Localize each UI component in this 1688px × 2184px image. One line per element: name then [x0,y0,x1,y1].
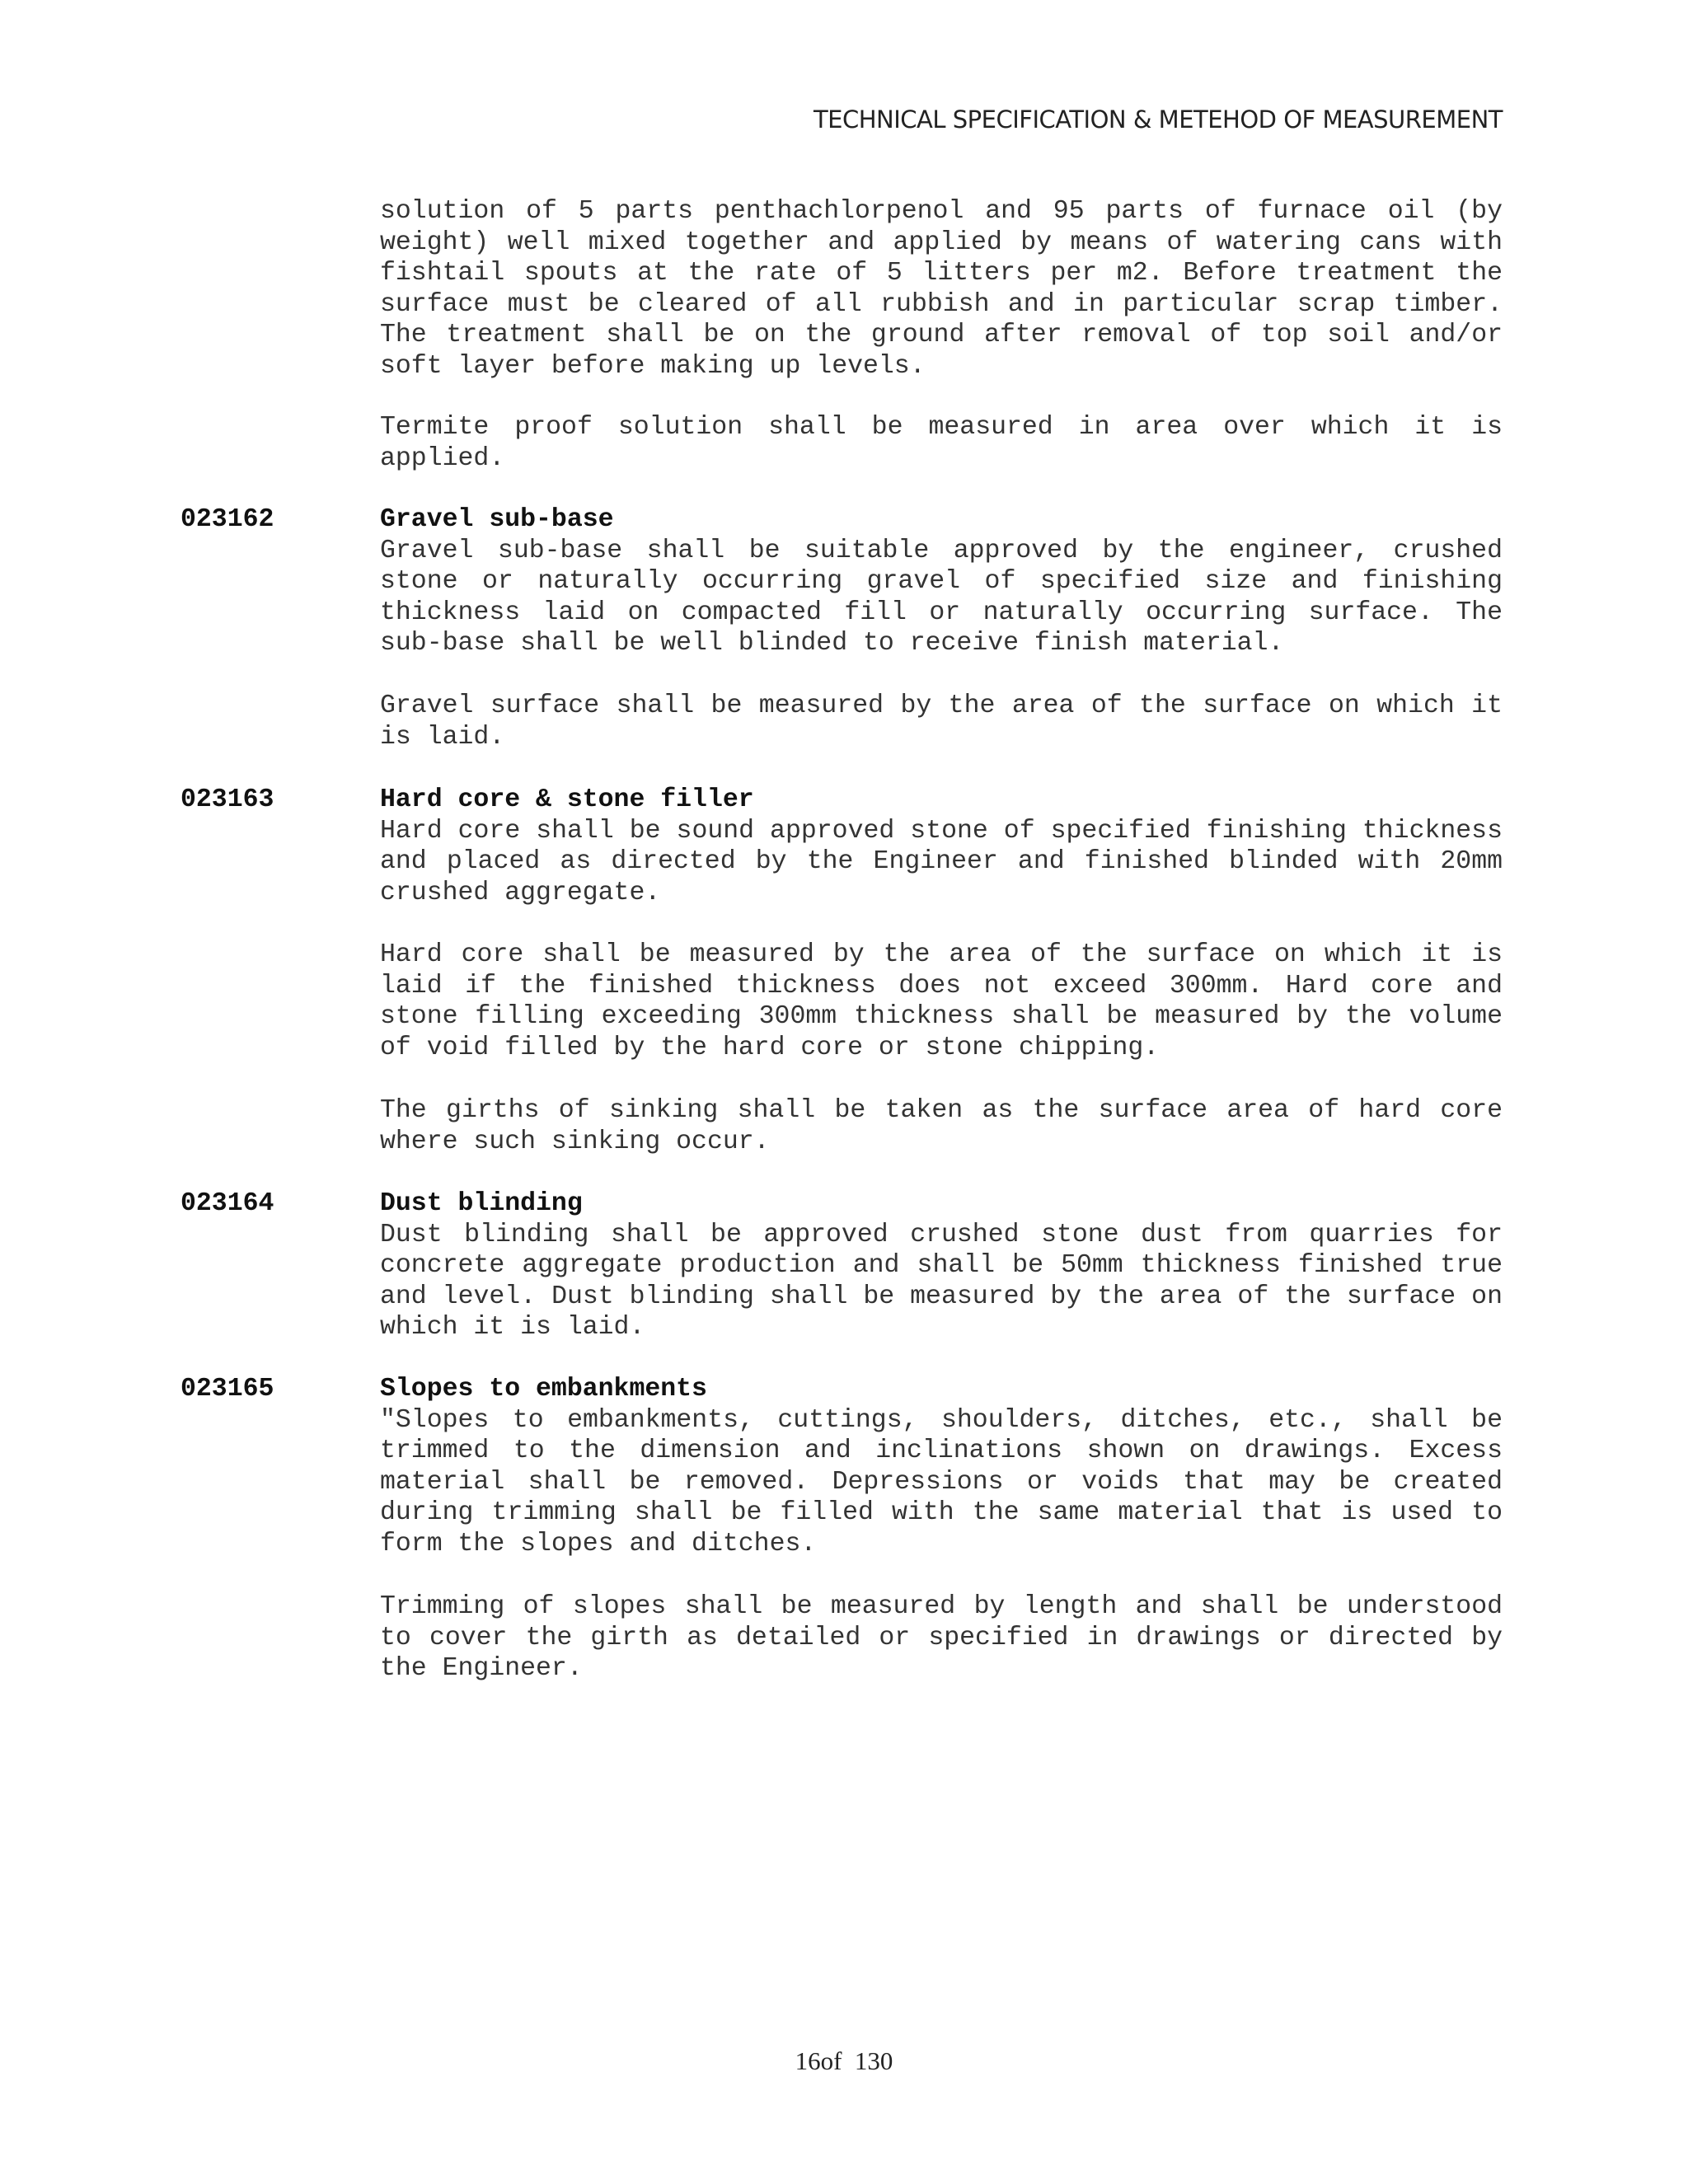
clause-023162-measurement [380,691,1503,752]
clause-023165 [380,1374,1503,1560]
clause-023163-girths [380,1095,1503,1157]
intro-measurement-paragraph: Termite proof solution shall be measured in area over which it is applied. [380,413,1503,473]
clause-023164 [380,1188,1503,1343]
clause-title: Dust blinding [380,1189,583,1218]
clause-paragraph: Dust blinding shall be approved crushed stone dust from quarries for concrete aggregate production and shall be 50mm thickness finished true and level. Dust blinding shall be measured by the area of the surface on which it is laid. [380,1220,1503,1343]
running-header: TECHNICAL SPECIFICATION & METEHOD OF MEASUREMENT [813,105,1503,134]
clause-number-023165: 023165 [181,1375,274,1404]
clause-023163-measurement [380,940,1503,1063]
clause-number-023163: 023163 [181,785,274,814]
clause-023165-measurement [380,1591,1503,1685]
clause-paragraph: Gravel surface shall be measured by the area of the surface on which it is laid. [380,691,1503,752]
clause-paragraph: The girths of sinking shall be taken as the surface area of hard core where such sinking occur. [380,1096,1503,1156]
clause-number-023164: 023164 [181,1189,274,1218]
clause-paragraph: Hard core shall be measured by the area of the surface on which it is laid if the finished thickness does not exceed 300mm. Hard core and stone filling exceeding 300mm thickness shall be measured by the volume of void filled by the hard core or stone chipping. [380,940,1503,1062]
page-of-word: of [820,2046,842,2075]
intro-measurement [380,412,1503,474]
clause-title: Hard core & stone filler [380,785,754,814]
clause-number-023162: 023162 [181,505,274,534]
page-number [0,2046,1688,2076]
clause-paragraph: "Slopes to embankments, cuttings, shoulders, ditches, etc., shall be trimmed to the dimension and inclinations shown on drawings. Excess material shall be removed. Depressions or voids that may be created during trimming shall be filled with the same material that is used to form the slopes and ditches. [380,1405,1503,1558]
clause-023162 [380,504,1503,659]
page-current: 16 [795,2046,821,2075]
clause-023163 [380,785,1503,908]
clause-title: Gravel sub-base [380,505,614,534]
intro-paragraph: solution of 5 parts penthachlorpenol and 95 parts of furnace oil (by weight) well mixed together and applied by means of watering cans with fishtail spouts at the rate of 5 litters per m2. Before treatment the surface must be cleared of all rubbish and in particular scrap timber. The treatment shall be on the ground after removal of top soil and/or soft layer before making up levels. [380,197,1503,381]
clause-paragraph: Hard core shall be sound approved stone of specified finishing thickness and placed as directed by the Engineer and finished blinded with 20mm crushed aggregate. [380,816,1503,907]
clause-title: Slopes to embankments [380,1375,707,1404]
page-total: 130 [854,2046,893,2075]
clause-paragraph: Gravel sub-base shall be suitable approved by the engineer, crushed stone or naturally occurring gravel of specified size and finishing thickness laid on compacted fill or naturally occurring surface. The sub-base shall be well blinded to receive finish material. [380,536,1503,658]
intro-section [380,196,1503,382]
clause-paragraph: Trimming of slopes shall be measured by length and shall be understood to cover the girth as detailed or specified in drawings or directed by the Engineer. [380,1592,1503,1684]
